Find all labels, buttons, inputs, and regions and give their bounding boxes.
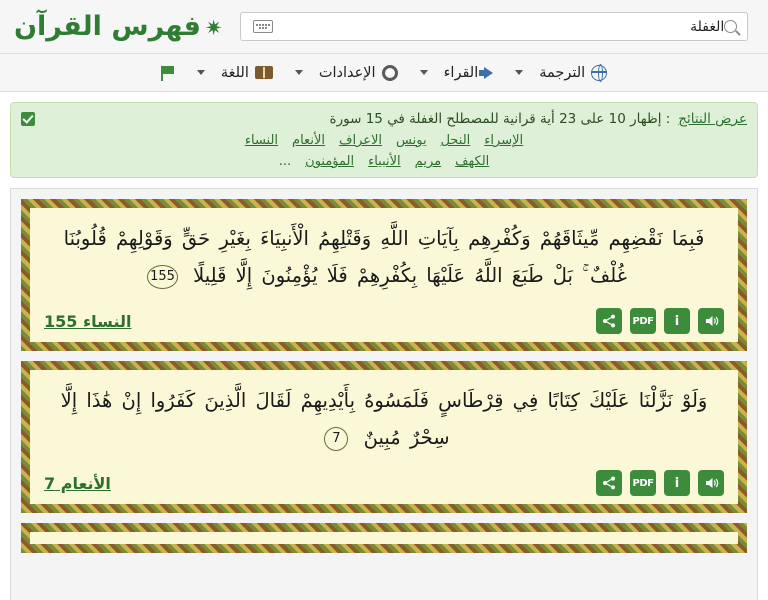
surah-filter-links (21, 133, 747, 148)
verse-actions (596, 470, 724, 496)
share-icon[interactable] (596, 308, 622, 334)
results-list (10, 188, 758, 600)
surah-link-alisra[interactable]: الإسراء (484, 133, 524, 148)
verse-card-footer (44, 308, 724, 334)
results-banner (10, 102, 758, 178)
surah-link-alaraf[interactable]: الاعراف (338, 133, 383, 148)
verse-card (21, 199, 747, 351)
verse-reference[interactable]: الأنعام 7 (44, 473, 111, 493)
surah-link-almuminun[interactable]: المؤمنون (305, 154, 355, 169)
book-icon (255, 66, 273, 79)
surah-link-maryam[interactable]: مريم (414, 154, 442, 169)
surah-filter-links-row2 (21, 154, 747, 169)
verse-text (44, 382, 724, 456)
chevron-down-icon[interactable] (197, 70, 205, 75)
flag-icon (161, 66, 175, 80)
brand-title[interactable] (14, 11, 223, 42)
menu-item-flag[interactable] (159, 64, 177, 82)
audio-icon[interactable] (698, 308, 724, 334)
pdf-icon[interactable]: PDF (630, 308, 656, 334)
verse-text (44, 220, 724, 294)
menu-item-language[interactable] (195, 63, 275, 83)
search-container (235, 12, 755, 41)
verse-actions (596, 308, 724, 334)
info-icon[interactable]: i (664, 470, 690, 496)
top-bar (0, 0, 768, 54)
show-results-link[interactable]: عرض النتائج (678, 111, 747, 127)
menu-label-language: اللغة (220, 64, 249, 81)
verse-card (21, 361, 747, 513)
keyboard-icon[interactable] (253, 20, 273, 33)
star-icon: ✷ (204, 15, 223, 40)
menu-label-reciters: القراء (443, 64, 479, 81)
globe-icon (591, 65, 607, 81)
search-icon[interactable] (724, 20, 737, 33)
chevron-down-icon[interactable] (295, 70, 303, 75)
menu-label-settings: الإعدادات (318, 64, 376, 81)
banner-summary (21, 111, 747, 127)
surah-link-alkahf[interactable]: الكهف (455, 154, 490, 169)
surah-link-alnisa[interactable]: النساء (244, 133, 279, 148)
chevron-down-icon[interactable] (515, 70, 523, 75)
verse-reference[interactable]: النساء 155 (44, 311, 132, 331)
verse-text-content: وَلَوْ نَزَّلْنَا عَلَيْكَ كِتَابًا فِي قِرْطَاسٍ فَلَمَسُوهُ بِأَيْدِيهِمْ لَقَالَ الَّذِينَ كَفَرُوا إِنْ هَٰذَا إِلَّا سِحْرٌ مُبِينٌ (60, 389, 708, 450)
verse-text-content: فَبِمَا نَقْضِهِم مِّيثَاقَهُمْ وَكُفْرِهِم بِآيَاتِ اللَّهِ وَقَتْلِهِمُ الْأَنبِيَاءَ بِغَيْرِ حَقٍّ وَقَوْلِهِمْ قُلُوبُنَا غُلْفٌ ۚ بَلْ طَبَعَ اللَّهُ عَلَيْهَا بِكُفْرِهِمْ فَلَا يُؤْمِنُونَ إِلَّا قَلِيلًا (63, 227, 705, 288)
surah-link-yunus[interactable]: يونس (396, 133, 427, 148)
menu-item-translation[interactable] (513, 63, 609, 83)
menu-label-translation: الترجمة (539, 64, 586, 81)
checkbox-checked-icon[interactable] (21, 112, 35, 126)
audio-icon[interactable] (698, 470, 724, 496)
gear-icon (382, 65, 398, 81)
verse-card-footer (44, 470, 724, 496)
search-query-text[interactable]: الغفلة (690, 18, 725, 35)
pdf-icon[interactable]: PDF (630, 470, 656, 496)
menu-bar (0, 54, 768, 92)
info-icon[interactable]: i (664, 308, 690, 334)
surah-link-alanbiya[interactable]: الأنبياء (368, 154, 401, 169)
ayah-number-badge: 7 (324, 427, 348, 451)
brand-label: فهرس القرآن (14, 11, 201, 42)
surah-link-alanam[interactable]: الأنعام (292, 133, 325, 148)
chevron-down-icon[interactable] (420, 70, 428, 75)
banner-summary-text: : إظهار 10 على 23 أية قرانية للمصطلح الغفلة في 15 سورة (329, 111, 671, 127)
menu-item-reciters[interactable] (418, 63, 496, 83)
search-input[interactable] (240, 12, 748, 41)
speaker-icon (484, 67, 493, 79)
menu-item-settings[interactable] (293, 63, 400, 83)
ayah-number-badge: 155 (147, 265, 178, 289)
surah-link-more[interactable]: ... (278, 154, 292, 169)
surah-link-alnahl[interactable]: النحل (440, 133, 471, 148)
verse-card-partial (21, 523, 747, 553)
share-icon[interactable] (596, 470, 622, 496)
